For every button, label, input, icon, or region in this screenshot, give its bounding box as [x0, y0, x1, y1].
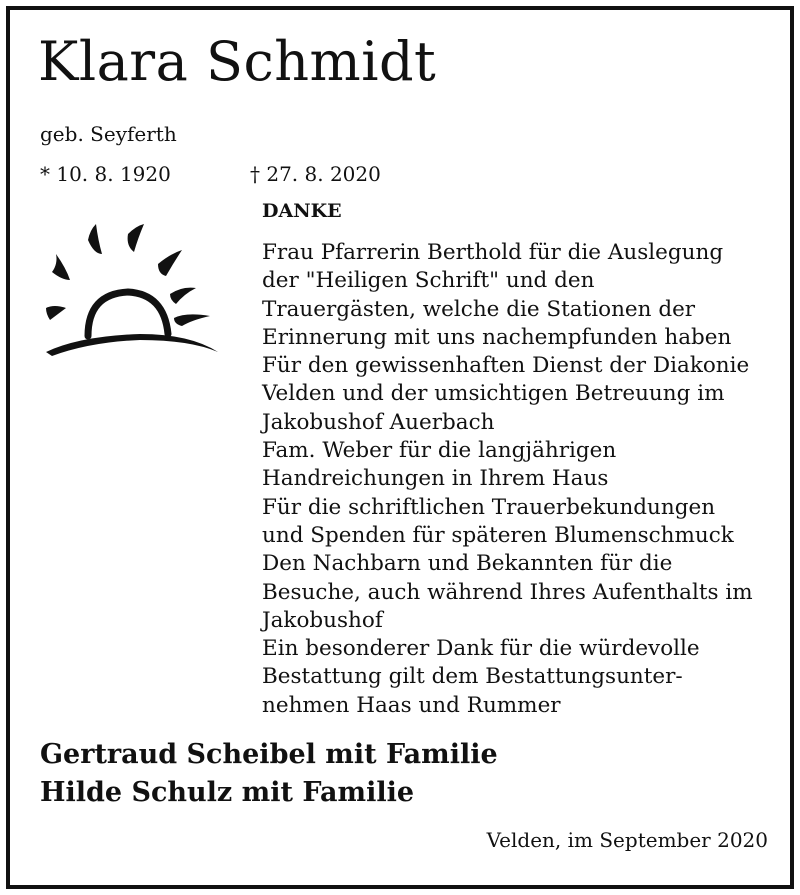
place-date: Velden, im September 2020	[486, 828, 768, 852]
birth-name: geb. Seyferth	[40, 122, 177, 146]
thanks-line: Erinnerung mit uns nachempfunden haben	[262, 324, 732, 350]
thanks-line: Bestattung gilt dem Bestattungsunter-	[262, 664, 683, 690]
thanks-text	[262, 239, 782, 720]
thanks-line: Den Nachbarn und Bekannten für die	[262, 551, 673, 577]
thanks-line: nehmen Haas und Rummer	[262, 692, 561, 718]
death-date: † 27. 8. 2020	[250, 162, 381, 186]
thanks-line: der "Heiligen Schrift" und den	[262, 268, 595, 294]
deceased-name: Klara Schmidt	[38, 30, 437, 93]
setting-sun-icon	[40, 224, 230, 374]
signature-line: Gertraud Scheibel mit Familie	[40, 739, 498, 770]
signature-line: Hilde Schulz mit Familie	[40, 777, 415, 808]
thanks-line: Fam. Weber für die langjährigen	[262, 438, 617, 464]
thanks-line: Jakobushof	[262, 607, 383, 633]
thanks-line: Velden und der umsichtigen Betreuung im	[262, 381, 725, 407]
thanks-line: Trauergästen, welche die Stationen der	[262, 296, 696, 322]
thanks-line: Für den gewissenhaften Dienst der Diakonie	[262, 353, 750, 379]
thanks-line: Für die schriftlichen Trauerbekundungen	[262, 494, 716, 520]
birth-date: * 10. 8. 1920	[40, 162, 171, 186]
thanks-line: Handreichungen in Ihrem Haus	[262, 466, 609, 492]
thanks-line: Frau Pfarrerin Berthold für die Auslegung	[262, 240, 724, 265]
signatures	[40, 736, 498, 812]
thanks-line: Besuche, auch während Ihres Aufenthalts im	[262, 579, 753, 605]
obituary-notice	[6, 6, 794, 889]
thanks-line: Jakobushof Auerbach	[262, 409, 495, 435]
thanks-line: Ein besonderer Dank für die würdevolle	[262, 636, 700, 662]
thanks-line: und Spenden für späteren Blumenschmuck	[262, 522, 734, 548]
thanks-heading: DANKE	[262, 200, 342, 222]
